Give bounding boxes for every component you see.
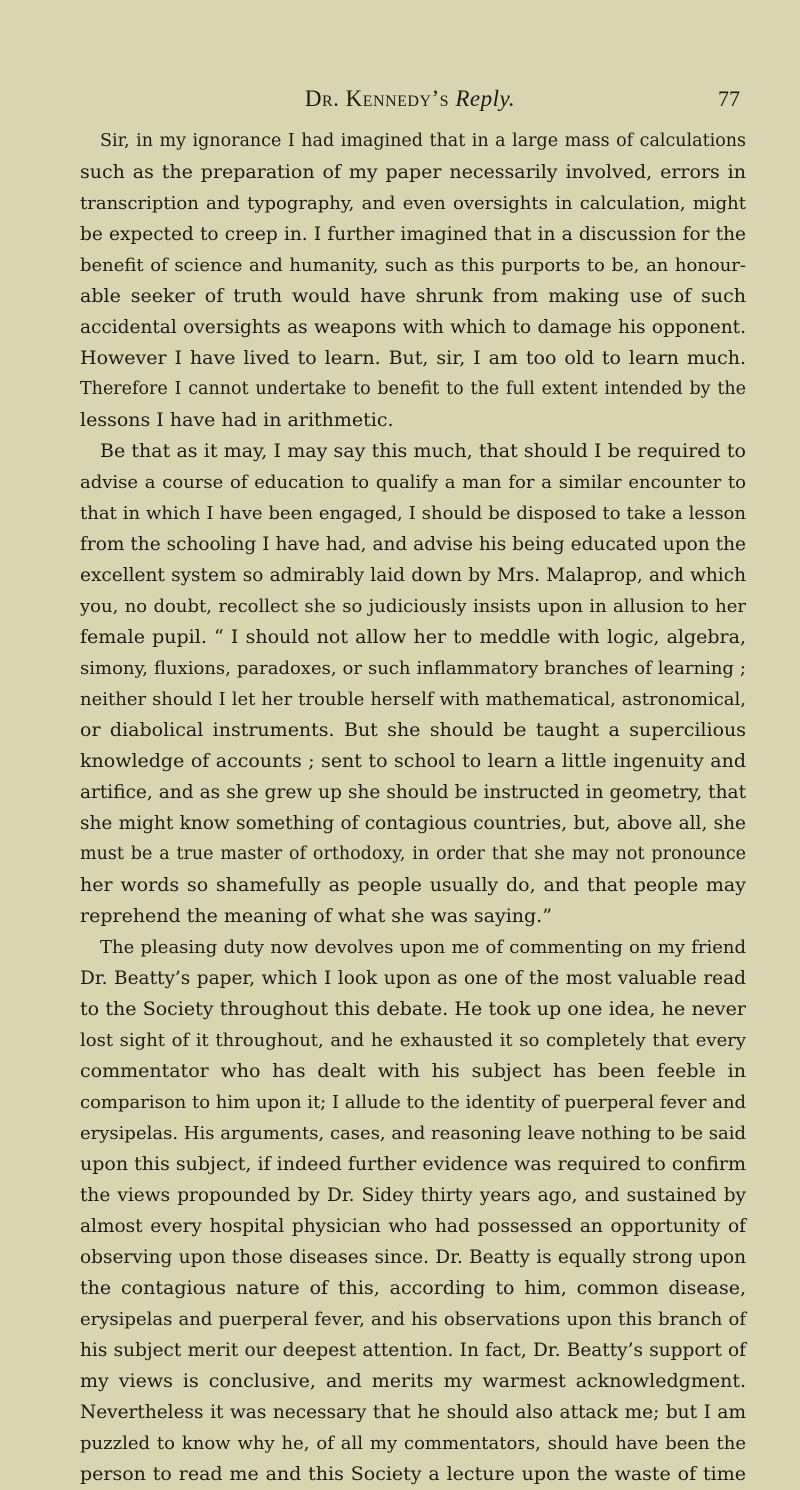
text-line: to the Society throughout this debate. He took up one idea, he never [80, 998, 746, 1020]
text-line: excellent system so admirably laid down by Mrs. Malaprop, and which [80, 565, 746, 586]
text-line: almost every hospital physician who had possessed an opportunity of [80, 1216, 746, 1237]
text-line: Therefore I cannot undertake to benefit to the full extent intended by the [80, 379, 746, 399]
text-line: accidental oversights as weapons with which to damage his opponent. [80, 317, 746, 338]
text-line: commentator who has dealt with his subject has been feeble in [80, 1060, 746, 1082]
text-line: Be that as it may, I may say this much, that should I be required to [100, 440, 746, 462]
text-line: lessons I have had in arithmetic. [80, 409, 394, 431]
text-line: Nevertheless it was necessary that he should also attack me; but I am [80, 1402, 746, 1423]
running-head [80, 86, 740, 116]
page-number: 77 [718, 86, 740, 111]
text-line: However I have lived to learn. But, sir, I am too old to learn much. [80, 347, 746, 369]
running-head-reply: Reply. [455, 86, 516, 111]
text-line: transcription and typography, and even oversights in calculation, might [80, 193, 746, 214]
text-line: able seeker of truth would have shrunk from making use of such [80, 285, 746, 307]
text-line: person to read me and this Society a lecture upon the waste of time [80, 1463, 746, 1485]
text-line: Sir, in my ignorance I had imagined that in a large mass of calculations [100, 131, 746, 151]
text-line: from the schooling I have had, and advise his being educated upon the [80, 534, 746, 555]
text-line: the views propounded by Dr. Sidey thirty years ago, and sustained by [80, 1185, 746, 1206]
text-line: her words so shamefully as people usually do, and that people may [80, 874, 746, 896]
text-line: reprehend the meaning of what she was saying.” [80, 905, 552, 927]
text-line: knowledge of accounts ; sent to school to learn a little ingenuity and [80, 750, 746, 772]
running-head-title [80, 86, 740, 112]
text-line: his subject merit our deepest attention. In fact, Dr. Beatty’s support of [80, 1340, 746, 1361]
text-line: comparison to him upon it; I allude to the identity of puerperal fever and [80, 1092, 747, 1113]
text-line: Dr. Beatty’s paper, which I look upon as one of the most valuable read [80, 968, 746, 989]
text-line: benefit of science and humanity, such as this purports to be, an honour- [80, 255, 746, 276]
text-line: you, no doubt, recollect she so judiciously insists upon in allusion to her [80, 596, 746, 617]
text-line: artifice, and as she grew up she should be instructed in geometry, that [80, 782, 746, 803]
body-text [80, 126, 746, 1490]
text-line: neither should I let her trouble herself with mathematical, astronomical, [80, 689, 746, 710]
text-line: advise a course of education to qualify a man for a similar encounter to [80, 472, 746, 493]
text-line: or diabolical instruments. But she should be taught a supercilious [80, 719, 746, 741]
text-line: erysipelas. His arguments, cases, and reasoning leave nothing to be said [80, 1123, 746, 1144]
text-line: observing upon those diseases since. Dr. Beatty is equally strong upon [80, 1247, 746, 1268]
text-line: that in which I have been engaged, I should be disposed to take a lesson [80, 503, 746, 524]
text-line: upon this subject, if indeed further evidence was required to confirm [80, 1153, 746, 1175]
text-line: erysipelas and puerperal fever, and his observations upon this branch of [80, 1309, 746, 1330]
running-head-author: Dr. Kennedy’s [304, 86, 450, 111]
text-line: my views is conclusive, and merits my warmest acknowledgment. [80, 1370, 746, 1392]
text-line: puzzled to know why he, of all my commentators, should have been the [80, 1433, 746, 1454]
text-line: The pleasing duty now devolves upon me of commenting on my friend [100, 937, 746, 958]
text-line: the contagious nature of this, according to him, common disease, [80, 1277, 746, 1299]
text-line: female pupil. “ I should not allow her to meddle with logic, algebra, [80, 626, 746, 648]
text-line: such as the preparation of my paper necessarily involved, errors in [80, 161, 746, 183]
text-line: be expected to creep in. I further imagined that in a discussion for the [80, 224, 746, 245]
text-line: simony, fluxions, paradoxes, or such inflammatory branches of learning ; [80, 658, 746, 679]
text-line: she might know something of contagious countries, but, above all, she [80, 813, 746, 834]
text-line: must be a true master of orthodoxy, in order that she may not pronounce [80, 844, 746, 864]
text-line: lost sight of it throughout, and he exhausted it so completely that every [80, 1030, 746, 1051]
